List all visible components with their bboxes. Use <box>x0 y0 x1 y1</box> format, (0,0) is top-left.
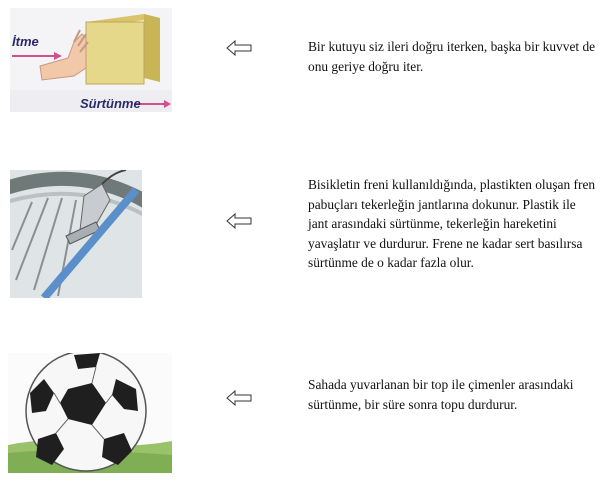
friction-label: Sürtünme <box>80 96 141 111</box>
item-box-push <box>0 0 606 120</box>
left-outline-arrow-icon <box>226 390 252 406</box>
football-photo <box>8 353 172 473</box>
brake-drawing <box>10 170 142 298</box>
left-outline-arrow-icon <box>226 40 252 56</box>
football-text: Sahada yuvarlanan bir top ile çimenler arasındaki sürtünme, bir süre sonra topu durdurur. <box>308 377 574 412</box>
item-bicycle-brake <box>0 160 606 305</box>
football-drawing <box>8 353 172 473</box>
push-label: İtme <box>12 34 39 49</box>
left-outline-arrow-icon <box>226 213 252 229</box>
bicycle-brake-text: Bisikletin freni kullanıldığında, plastikten oluşan fren pabuçları tekerleğin jantlarına dokunur. Plastik ile jant arasındaki sürtünme, tekerleğin hareketini yavaşlatır ve durdurur. Frene ne kadar sert basılırsa sürtünme de o kadar fazla olur. <box>308 177 596 270</box>
box-push-text: Bir kutuyu siz ileri doğru iterken, başka bir kuvvet de onu geriye doğru iter. <box>308 39 596 74</box>
item-football <box>0 345 606 480</box>
box-push-illustration <box>10 8 172 112</box>
bicycle-brake-photo <box>10 170 142 298</box>
